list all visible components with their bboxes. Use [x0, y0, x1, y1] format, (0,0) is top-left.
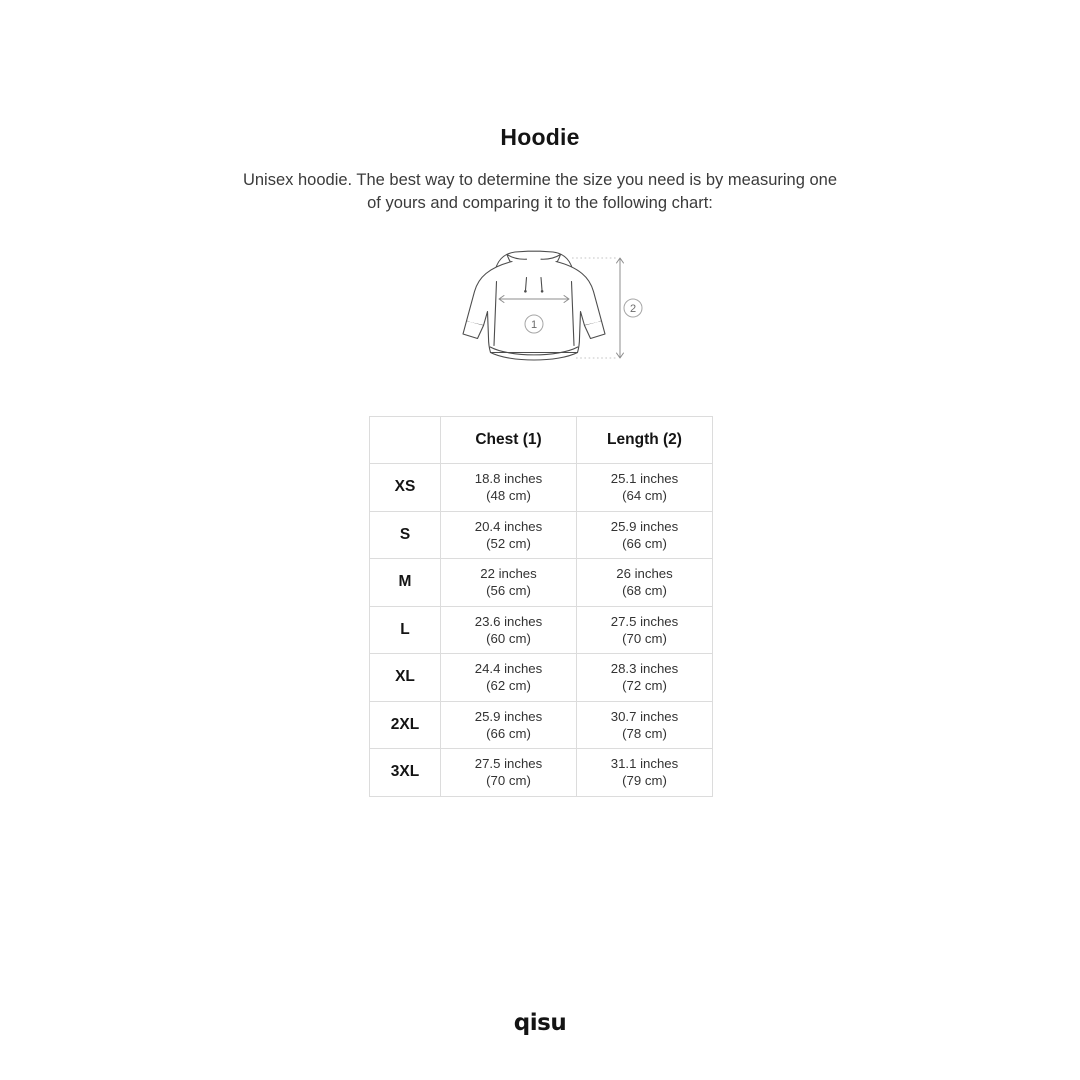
length-cm: (78 cm) [622, 725, 667, 741]
cell-size: L [370, 606, 441, 654]
chest-inches: 27.5 inches [474, 756, 543, 772]
size-chart-table-container [369, 416, 712, 797]
cell-size: 2XL [370, 701, 441, 749]
length-dimension-arrow [617, 258, 624, 358]
cell-chest [441, 606, 577, 654]
chest-cm: (70 cm) [486, 773, 531, 789]
chest-inches: 20.4 inches [474, 518, 543, 534]
length-inches: 26 inches [616, 566, 673, 582]
column-header-size [370, 417, 441, 464]
cell-length [577, 559, 713, 607]
length-cm: (72 cm) [622, 678, 667, 694]
cell-chest [441, 511, 577, 559]
cell-size: XS [370, 464, 441, 512]
table-header-row [370, 417, 713, 464]
table-header [370, 417, 713, 464]
cell-length [577, 749, 713, 797]
page-title: Hoodie [500, 124, 580, 150]
table-row [370, 464, 713, 512]
chest-inches: 18.8 inches [474, 471, 543, 487]
chest-cm: (56 cm) [486, 583, 531, 599]
length-inches: 31.1 inches [610, 756, 679, 772]
cell-size: M [370, 559, 441, 607]
garment-diagram-container [0, 245, 1080, 385]
hoodie-diagram-icon [450, 245, 637, 380]
length-cm: (79 cm) [622, 773, 667, 789]
cell-chest [441, 559, 577, 607]
length-inches: 25.1 inches [610, 471, 679, 487]
header [0, 122, 1080, 214]
cell-length [577, 654, 713, 702]
length-inches: 28.3 inches [610, 661, 679, 677]
length-marker-label: 2 [629, 303, 637, 315]
chest-cm: (52 cm) [486, 535, 531, 551]
chest-inches: 22 inches [480, 566, 537, 582]
length-cm: (68 cm) [622, 583, 667, 599]
chest-cm: (62 cm) [486, 678, 531, 694]
cell-size: S [370, 511, 441, 559]
column-header-length: Length (2) [577, 417, 713, 464]
table-body [370, 464, 713, 797]
cell-length [577, 606, 713, 654]
chest-inches: 24.4 inches [474, 661, 543, 677]
chest-marker-label: 1 [530, 319, 538, 331]
table-row [370, 559, 713, 607]
length-inches: 30.7 inches [610, 708, 679, 724]
table-row [370, 654, 713, 702]
length-inches: 25.9 inches [610, 518, 679, 534]
length-inches: 27.5 inches [610, 613, 679, 629]
cell-length [577, 511, 713, 559]
chest-cm: (48 cm) [486, 488, 531, 504]
cell-length [577, 701, 713, 749]
length-cm: (64 cm) [622, 488, 667, 504]
cell-chest [441, 654, 577, 702]
size-chart-table [369, 416, 713, 797]
chest-inches: 23.6 inches [474, 613, 543, 629]
cell-length [577, 464, 713, 512]
cell-size: XL [370, 654, 441, 702]
page-description: Unisex hoodie. The best way to determine the size you need is by measuring one of yours and comparing it to the following chart: [242, 171, 838, 212]
cell-size: 3XL [370, 749, 441, 797]
column-header-chest: Chest (1) [441, 417, 577, 464]
chest-cm: (60 cm) [486, 630, 531, 646]
table-row [370, 606, 713, 654]
footer [0, 1010, 1080, 1036]
chest-inches: 25.9 inches [474, 708, 543, 724]
brand-logo: qisu [513, 1010, 567, 1036]
length-cm: (70 cm) [622, 630, 667, 646]
cell-chest [441, 464, 577, 512]
table-row [370, 701, 713, 749]
cell-chest [441, 701, 577, 749]
table-row [370, 749, 713, 797]
cell-chest [441, 749, 577, 797]
table-row [370, 511, 713, 559]
chest-cm: (66 cm) [486, 725, 531, 741]
length-cm: (66 cm) [622, 535, 667, 551]
